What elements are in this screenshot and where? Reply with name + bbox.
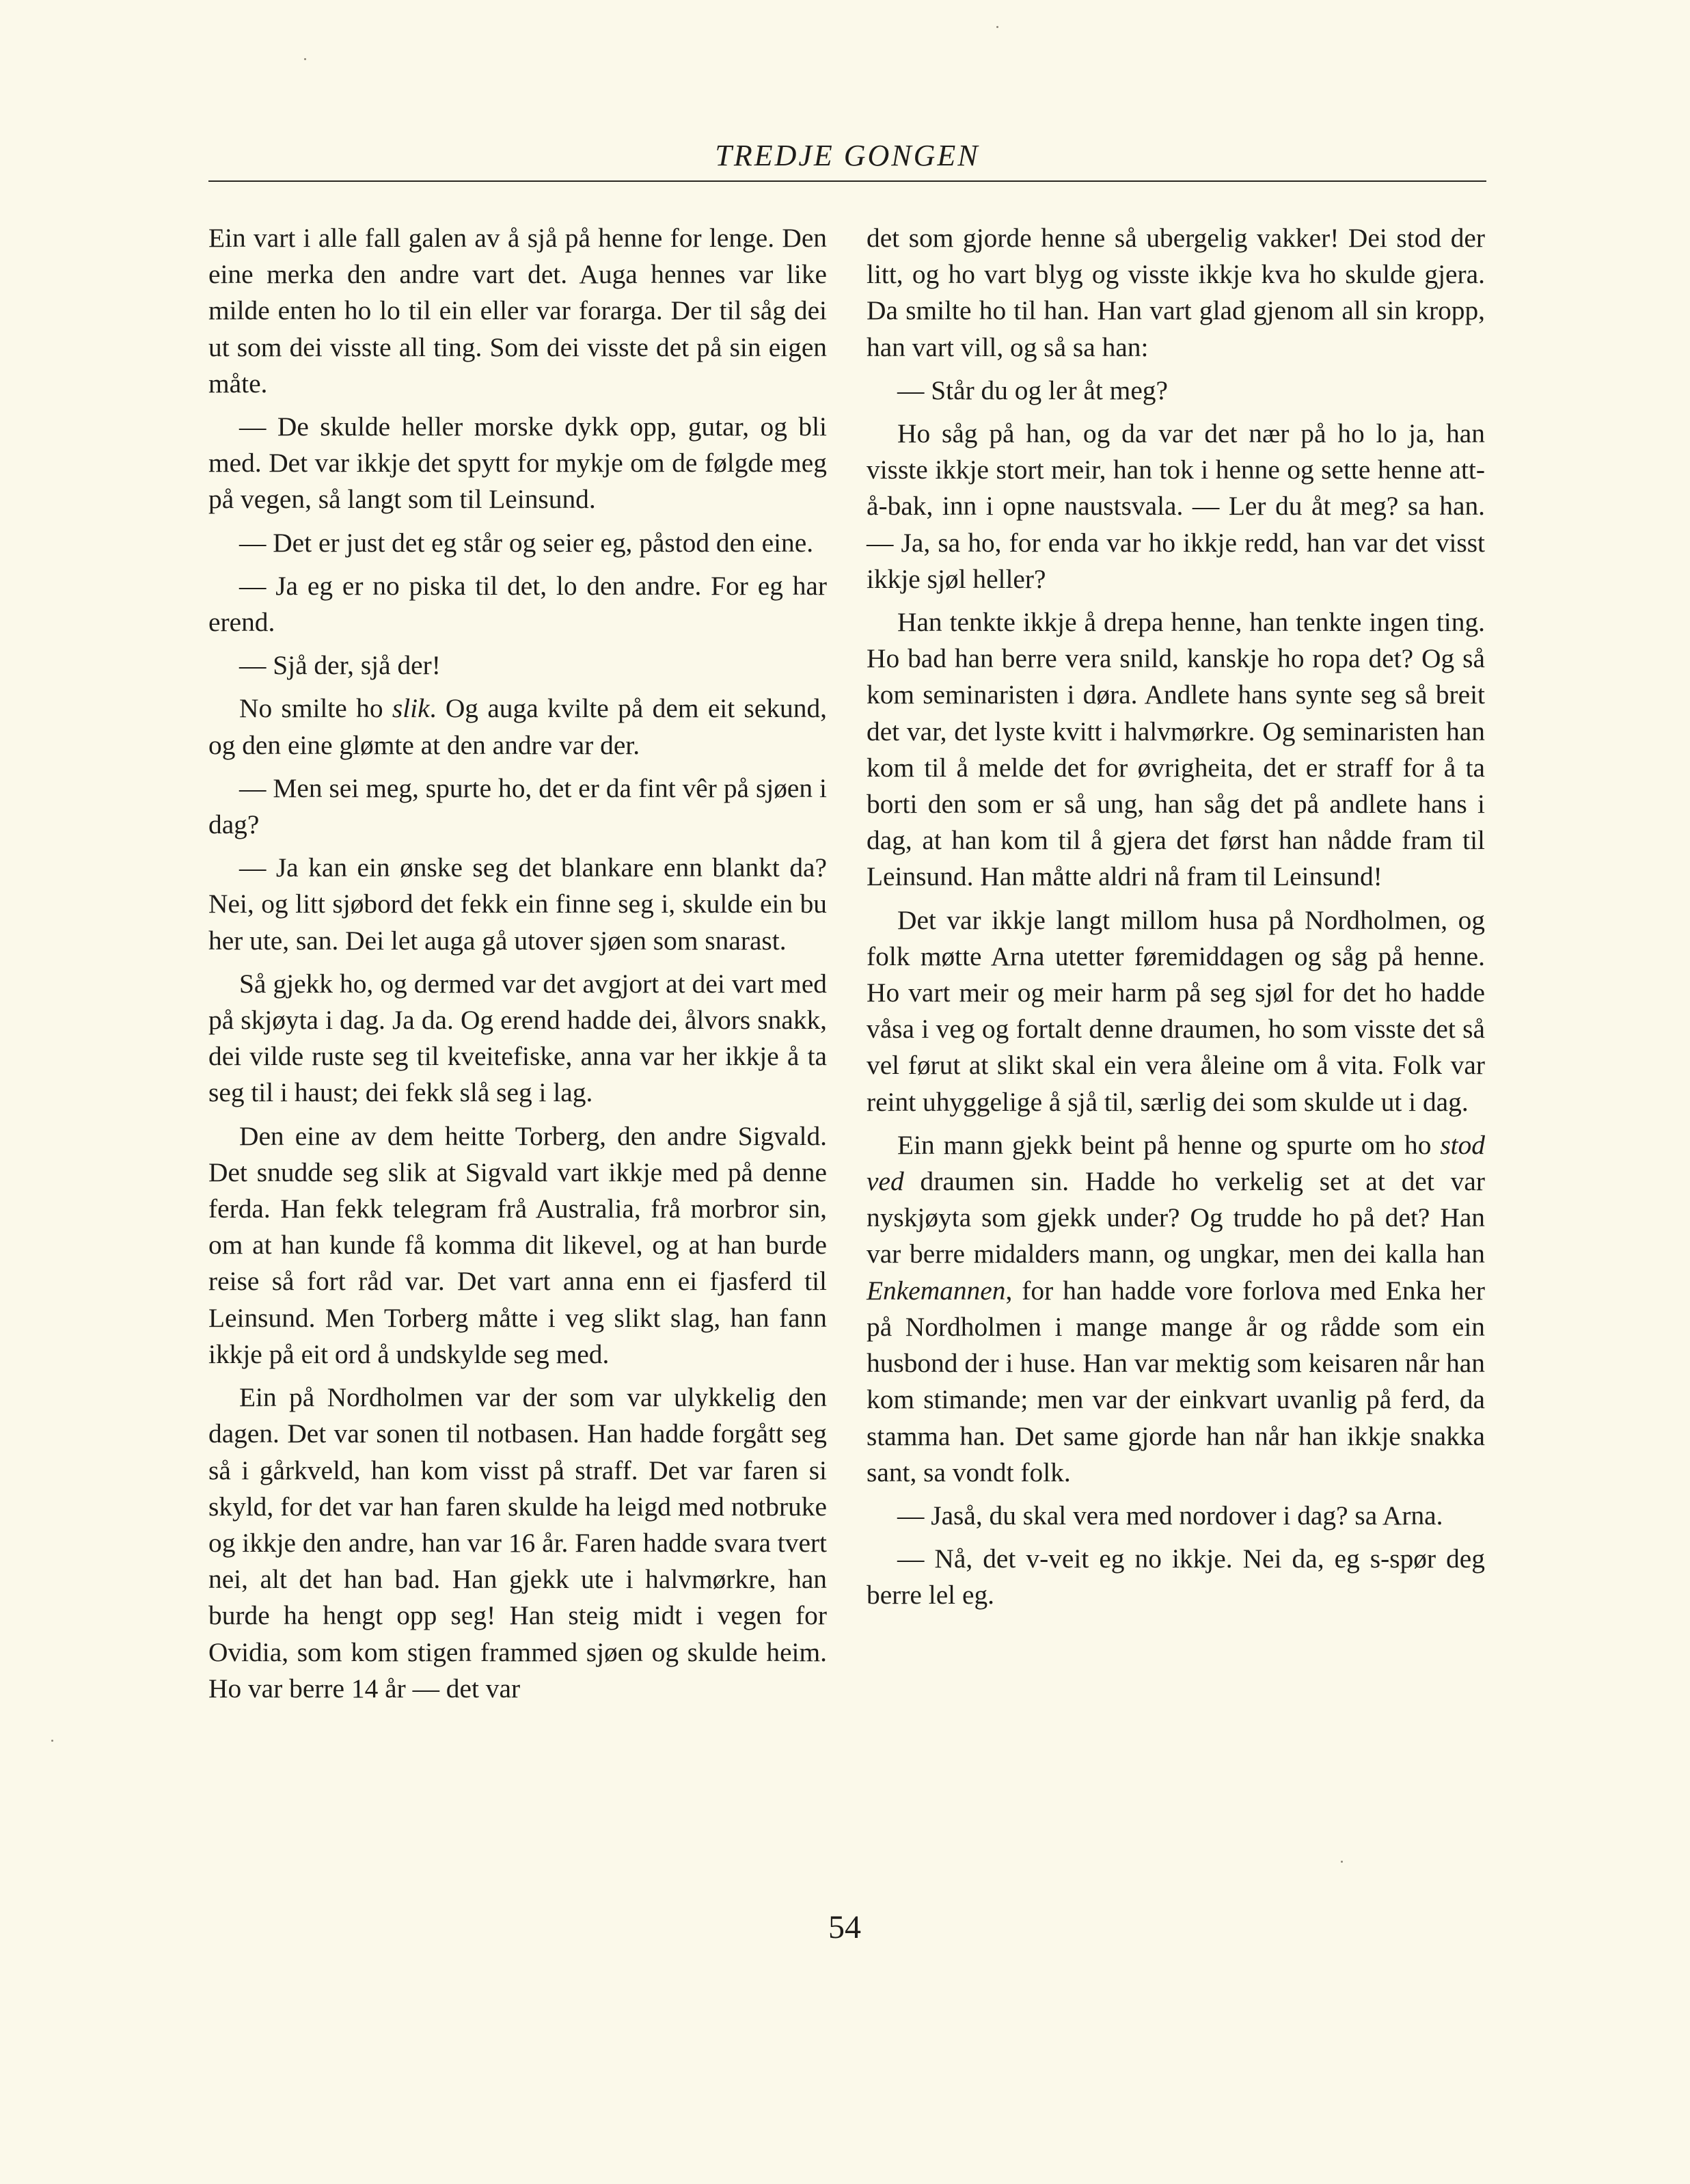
emphasis: Enkemannen xyxy=(867,1275,1006,1306)
paragraph: — Sjå der, sjå der! xyxy=(239,650,441,681)
paragraph xyxy=(867,1127,1485,1491)
paragraph: Ein på Nordholmen var der som var ulykkelig den dagen. Det var sonen til notbasen. Han hadde forgått seg så i gårkveld, han kom visst på straff. Det var faren si skyld, for det var han faren skulde ha leigd med notbruke og ikkje den andre, han var 16 år. Faren hadde svara tvert nei, alt det han bad. Han gjekk ute i halvmørkre, han burde ha hengt opp seg! Han steig midt i vegen for Ovidia, som kom stigen frammed sjøen og skulde heim. Ho var berre 14 år — det var xyxy=(208,1382,827,1703)
paragraph: — De skulde heller morske dykk opp, gutar, og bli med. Det var ikkje det spytt for mykje om de følgde meg på vegen, så langt som til Leinsund. xyxy=(208,412,827,515)
text-run: , for han hadde vore forlova med Enka her på Nordholmen i mange mange år og rådde som ein husbond der i huse. Han var mektig som keisaren når han kom stimande; men var der einkvart uvanlig på ferd, da stamma han. Det same gjorde han når han ikkje snakka sant, sa vondt folk. xyxy=(867,1275,1485,1487)
paragraph: Ein vart i alle fall galen av å sjå på henne for lenge. Den eine merka den andre vart det. Auga hennes var like milde enten ho lo til ein eller var forarga. Der til såg dei ut som dei visste all ting. Som dei visste det på sin eigen måte. xyxy=(208,223,827,399)
running-header: TREDJE GONGEN xyxy=(715,139,980,172)
emphasis: stod ved xyxy=(867,1129,1485,1197)
left-column xyxy=(208,220,827,1714)
text-run: No smilte ho xyxy=(239,693,392,724)
right-column xyxy=(867,220,1485,1621)
paragraph xyxy=(208,690,827,763)
paragraph: Han tenkte ikkje å drepa henne, han tenkte ingen ting. Ho bad han berre vera snild, kanskje ho ropa det? Og så kom seminaristen i døra. Andlete hans synte seg så breit det var, det lyste kvitt i halvmørkre. Og seminaristen han kom til å melde det for øvrigheita, det er straff for å ta borti den som er så ung, han såg det på andlete hans i dag, at han kom til å gjera det først han nådde fram til Leinsund. Han måtte aldri nå fram til Leinsund! xyxy=(867,607,1485,892)
emphasis: slik xyxy=(392,693,430,724)
paragraph: Det var ikkje langt millom husa på Nordholmen, og folk møtte Arna utetter føremiddagen og såg på henne. Ho vart meir og meir harm på seg sjøl for det ho hadde våsa i veg og fortalt denne draumen, ho som visste det så vel førut at slikt skal ein vera åleine om å vita. Folk var reint uhyggelige å sjå til, særlig dei som skulde ut i dag. xyxy=(867,904,1485,1117)
text-run: draumen sin. Hadde ho verkelig set at det var nyskjøyta som gjekk under? Og trudde ho på det? Han var berre midalders mann, og ungkar, men dei kalla han xyxy=(867,1166,1485,1269)
page-number: 54 xyxy=(828,1909,861,1945)
text-run: Ein mann gjekk beint på henne og spurte om ho xyxy=(897,1129,1441,1160)
paragraph: — Men sei meg, spurte ho, det er da fint vêr på sjøen i dag? xyxy=(208,772,827,840)
paper-speck xyxy=(304,58,306,60)
paragraph: Den eine av dem heitte Torberg, den andre Sigvald. Det snudde seg slik at Sigvald vart ikkje med på denne ferda. Han fekk telegram frå Australia, frå morbror sin, om at han kunde få komma dit likevel, og at han burde reise så fort råd var. Det vart anna enn ei fjasferd til Leinsund. Men Torberg måtte i veg slikt slag, han fann ikkje på eit ord å undskylde seg med. xyxy=(208,1120,827,1369)
paper-speck xyxy=(1341,1861,1343,1863)
paragraph: — Ja eg er no piska til det, lo den andre. For eg har erend. xyxy=(208,570,827,638)
paper-speck xyxy=(51,1740,53,1742)
text-run: . Og auga kvilte på dem eit sekund, og den eine glømte at den andre var der. xyxy=(208,693,827,760)
paragraph: — Nå, det v-veit eg no ikkje. Nei da, eg s-spør deg berre lel eg. xyxy=(867,1543,1485,1610)
paragraph: — Ja kan ein ønske seg det blankare enn blankt da? Nei, og litt sjøbord det fekk ein finne seg i, skulde ein bu her ute, san. Dei let auga gå utover sjøen som snarast. xyxy=(208,852,827,956)
paragraph: — Det er just det eg står og seier eg, påstod den eine. xyxy=(239,527,814,558)
paragraph: — Står du og ler åt meg? xyxy=(897,375,1168,405)
paragraph: — Jaså, du skal vera med nordover i dag? sa Arna. xyxy=(897,1500,1443,1531)
header-rule xyxy=(208,180,1486,182)
paragraph: Så gjekk ho, og dermed var det avgjort at dei vart med på skjøyta i dag. Ja da. Og erend hadde dei, ålvors snakk, dei vilde ruste seg til kveitefiske, anna var her ikkje å ta seg til i haust; dei fekk slå seg i lag. xyxy=(208,968,827,1108)
paragraph: det som gjorde henne så ubergelig vakker! Dei stod der litt, og ho vart blyg og visste ikkje kva ho skulde gjera. Da smilte ho til han. Han vart glad gjenom all sin kropp, han vart vill, og så sa han: xyxy=(867,223,1485,362)
paragraph: Ho såg på han, og da var det nær på ho lo ja, han visste ikkje stort meir, han tok i henne og sette henne att-å-bak, inn i opne naustsvala. — Ler du åt meg? sa han. — Ja, sa ho, for enda var ho ikkje redd, han var det visst ikkje sjøl heller? xyxy=(867,418,1485,594)
paper-speck xyxy=(996,26,998,28)
